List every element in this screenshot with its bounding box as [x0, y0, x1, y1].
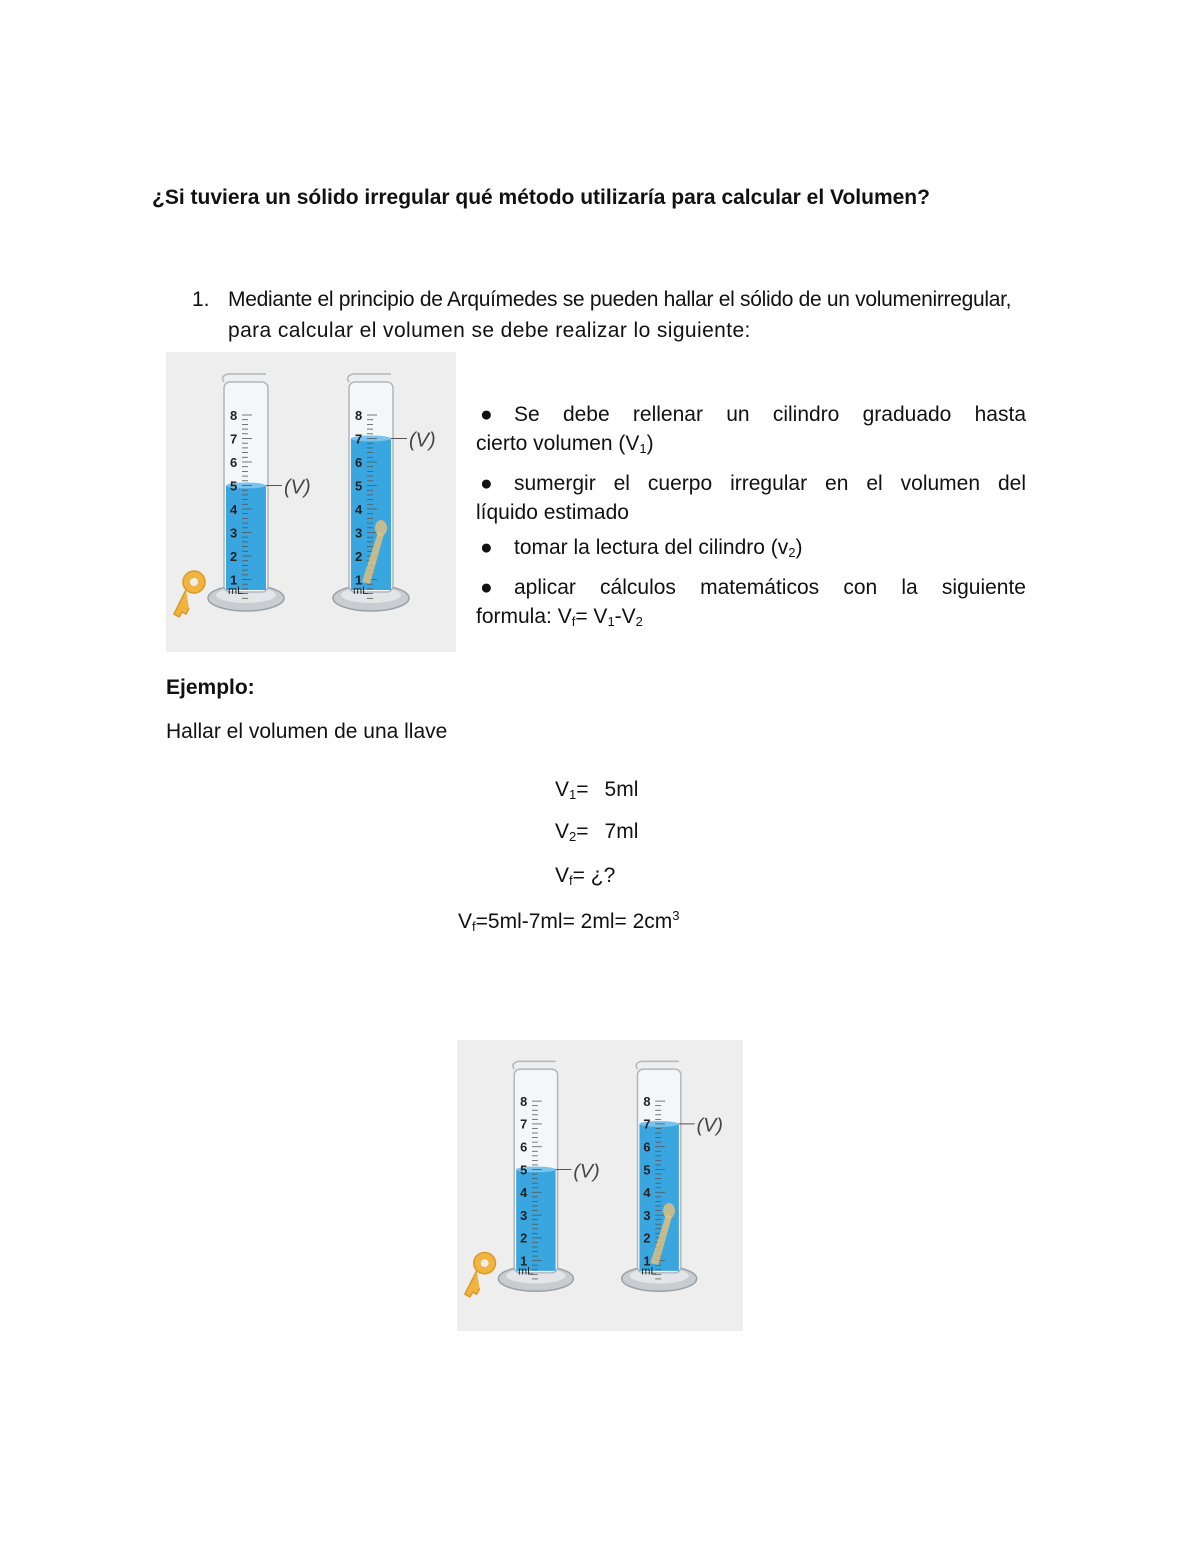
cylinder-spout: [223, 374, 266, 382]
list-item: ● aplicar cálculos matemáticos con la siguiente formula: $V_f= V_1-V_2$: [476, 573, 1026, 636]
scale-number: 3: [643, 1208, 651, 1223]
level-label: (V): [573, 1160, 600, 1183]
unit-label: mL: [641, 1265, 657, 1278]
scale-number: 2: [520, 1230, 528, 1246]
submerged-key-head: [663, 1203, 675, 1219]
cylinder-figure-top: [166, 352, 456, 652]
cylinder-figure-bottom: [457, 1040, 743, 1331]
question-heading: ¿Si tuviera un sólido irregular qué método utilizaría para calcular el Volumen?: [152, 186, 930, 209]
cylinders-illustration: [166, 352, 456, 652]
scale-number: 8: [230, 408, 238, 423]
submerged-key-head: [375, 520, 387, 536]
list-item: ● sumergir el cuerpo irregular en el volumen del líquido estimado: [476, 469, 1026, 527]
bullet-icon: ●: [480, 403, 493, 426]
key-hole: [481, 1259, 489, 1267]
cylinder-spout: [513, 1061, 556, 1069]
scale-number: 8: [643, 1094, 651, 1109]
level-label: (V): [696, 1114, 723, 1137]
scale-number: 2: [230, 549, 238, 564]
example-intro: Hallar el volumen de una llave: [166, 720, 448, 743]
scale-number: 7: [355, 431, 363, 447]
scale-number: 6: [230, 455, 238, 470]
unit-label: mL: [518, 1265, 534, 1278]
equation-vf: $V_f=$ ¿?: [555, 864, 616, 888]
bullet-icon: ●: [480, 472, 493, 495]
key-hole: [190, 578, 198, 586]
scale-number: 3: [520, 1208, 528, 1223]
scale-number: 6: [355, 455, 363, 470]
level-label: (V): [409, 429, 436, 452]
scale-number: 5: [355, 478, 363, 494]
bullet-icon: ●: [480, 576, 493, 599]
scale-number: 8: [355, 408, 363, 423]
scale-number: 2: [643, 1230, 651, 1246]
list-item: ● tomar la lectura del cilindro $(v_2)$: [476, 533, 1026, 567]
scale-number: 6: [520, 1139, 528, 1155]
level-label: (V): [284, 476, 311, 499]
scale-number: 5: [230, 478, 238, 494]
scale-number: 1: [355, 572, 363, 588]
equation-v1: $V_1= 5ml$: [555, 778, 639, 802]
scale-number: 1: [230, 572, 238, 588]
scale-number: 6: [643, 1139, 651, 1155]
equation-result: $V_f=5ml-7ml= 2ml= 2cm^3$: [458, 908, 680, 934]
scale-number: 7: [230, 431, 238, 447]
scale-number: 4: [520, 1185, 528, 1201]
cylinder-spout: [348, 374, 391, 382]
scale-number: 4: [355, 502, 363, 517]
scale-number: 3: [230, 525, 238, 541]
scale-number: 3: [355, 525, 363, 541]
scale-number: 7: [520, 1116, 528, 1132]
step-text-line1: Mediante el principio de Arquímedes se pueden hallar el sólido de un volumenirregular,: [228, 288, 1012, 311]
scale-number: 8: [520, 1094, 528, 1109]
scale-number: 1: [520, 1253, 528, 1269]
bullet-icon: ●: [480, 536, 493, 559]
cylinders-illustration: [457, 1040, 743, 1331]
step-text-line2: para calcular el volumen se debe realizar lo siguiente:: [228, 319, 751, 342]
scale-number: 4: [230, 502, 238, 517]
key-shaft: [465, 1271, 480, 1297]
scale-number: 2: [355, 549, 363, 564]
scale-number: 1: [643, 1253, 651, 1269]
equation-v2: $V_2= 7ml$: [555, 820, 639, 844]
unit-label: mL: [228, 585, 244, 597]
list-item: ● Se debe rellenar un cilindro graduado hasta cierto volumen $(V_1)$: [476, 400, 1026, 463]
cylinder-spout: [636, 1061, 679, 1069]
scale-number: 5: [643, 1162, 651, 1178]
procedure-list: [476, 400, 1026, 642]
example-heading: Ejemplo:: [166, 676, 255, 699]
scale-number: 4: [643, 1185, 651, 1201]
key-shaft: [174, 590, 189, 617]
scale-number: 7: [643, 1116, 651, 1132]
unit-label: mL: [353, 585, 369, 597]
step-number: 1.: [192, 288, 210, 311]
scale-number: 5: [520, 1162, 528, 1178]
